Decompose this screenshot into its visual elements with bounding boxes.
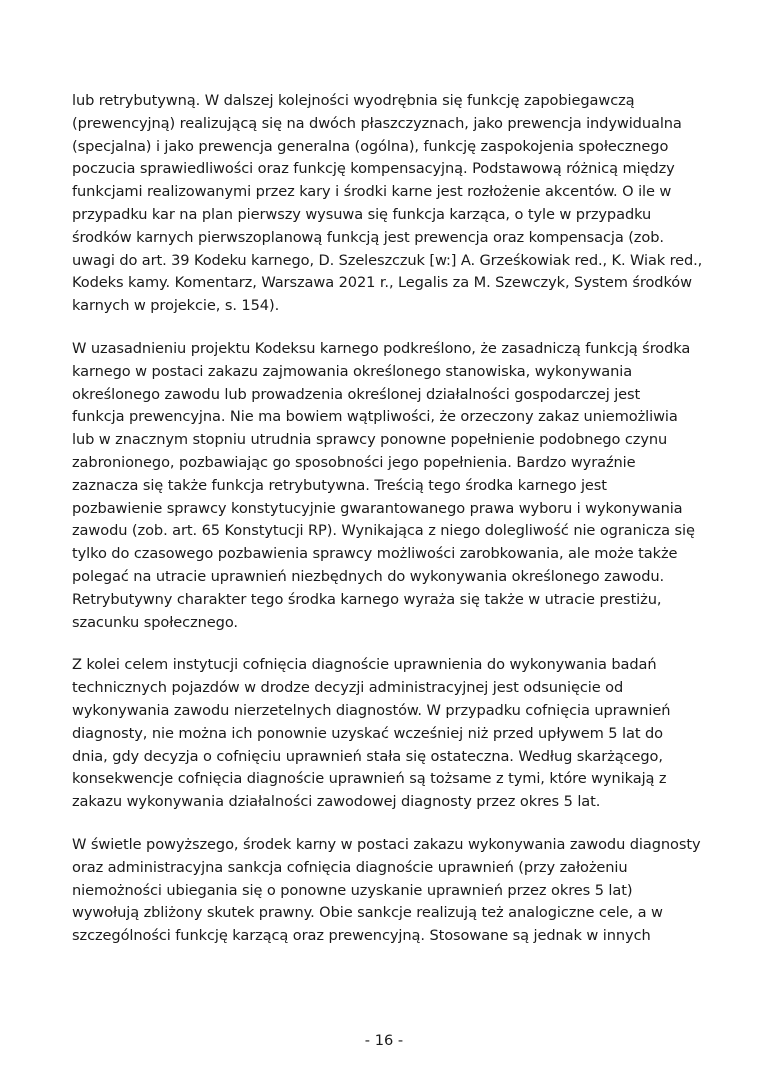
text-line: karnego w postaci zakazu zajmowania określonego stanowiska, wykonywania (72, 362, 633, 380)
text-line: Kodeks kamy. Komentarz, Warszawa 2021 r., Legalis za M. Szewczyk, System środków (72, 274, 692, 292)
text-line: przypadku kar na plan pierwszy wysuwa się funkcja karząca, o tyle w przypadku (72, 205, 652, 223)
text-line: funkcjami realizowanymi przez kary i środki karne jest rozłożenie akcentów. O ile w (72, 183, 672, 201)
text-line: wykonywania zawodu nierzetelnych diagnostów. W przypadku cofnięcia uprawnień (72, 701, 671, 719)
text-line: lub w znacznym stopniu utrudnia sprawcy ponowne popełnienie podobnego czynu (72, 431, 668, 449)
text-line: Z kolei celem instytucji cofnięcia diagnoście uprawnienia do wykonywania badań (72, 656, 657, 674)
text-line: oraz administracyjna sankcja cofnięcia diagnoście uprawnień (przy założeniu (72, 858, 628, 876)
text-line: wywołują zbliżony skutek prawny. Obie sankcje realizują też analogiczne cele, a w (72, 904, 663, 922)
text-line: diagnosty, nie można ich ponownie uzyskać wcześniej niż przed upływem 5 lat do (72, 724, 663, 742)
text-line: szacunku społecznego. (72, 613, 238, 631)
paragraph-1 (72, 90, 702, 318)
text-line: zakazu wykonywania działalności zawodowej diagnosty przez okres 5 lat. (72, 793, 601, 811)
text-line: zaznacza się także funkcja retrybutywna. Treścią tego środka karnego jest (72, 476, 607, 494)
text-line: pozbawienie sprawcy konstytucyjnie gwarantowanego prawa wyboru i wykonywania (72, 499, 683, 517)
text-line: zawodu (zob. art. 65 Konstytucji RP). Wynikająca z niego dolegliwość nie ogranicza się (72, 522, 695, 540)
text-line: (specjalna) i jako prewencja generalna (ogólna), funkcję zaspokojenia społecznego (72, 137, 669, 155)
text-line: Retrybutywny charakter tego środka karnego wyraża się także w utracie prestiżu, (72, 590, 662, 608)
paragraph-3 (72, 654, 702, 814)
text-line: lub retrybutywną. W dalszej kolejności wyodrębnia się funkcję zapobiegawczą (72, 92, 635, 109)
page-number: - 16 - (364, 1032, 404, 1049)
text-line: (prewencyjną) realizującą się na dwóch płaszczyznach, jako prewencja indywidualna (72, 114, 682, 132)
text-line: określonego zawodu lub prowadzenia określonej działalności gospodarczej jest (72, 385, 641, 403)
text-line: W świetle powyższego, środek karny w postaci zakazu wykonywania zawodu diagnosty (72, 835, 701, 853)
paragraph-4 (72, 834, 702, 948)
text-line: niemożności ubiegania się o ponowne uzyskanie uprawnień przez okres 5 lat) (72, 881, 633, 899)
text-line: szczególności funkcję karzącą oraz prewencyjną. Stosowane są jednak w innych (72, 927, 651, 945)
document-body (72, 90, 702, 968)
text-line: technicznych pojazdów w drodze decyzji administracyjnej jest odsunięcie od (72, 679, 624, 697)
text-line: karnych w projekcie, s. 154). (72, 297, 280, 315)
text-line: poczucia sprawiedliwości oraz funkcję kompensacyjną. Podstawową różnicą między (72, 160, 675, 178)
text-line: uwagi do art. 39 Kodeku karnego, D. Szeleszczuk [w:] A. Grześkowiak red., K. Wiak red., (72, 251, 703, 269)
text-line: zabronionego, pozbawiając go sposobności jego popełnienia. Bardzo wyraźnie (72, 453, 636, 471)
text-line: W uzasadnieniu projektu Kodeksu karnego podkreślono, że zasadniczą funkcją środka (72, 339, 691, 357)
text-line: polegać na utracie uprawnień niezbędnych do wykonywania określonego zawodu. (72, 567, 665, 585)
text-line: konsekwencje cofnięcia diagnoście uprawnień są tożsame z tymi, które wynikają z (72, 770, 667, 788)
text-line: dnia, gdy decyzja o cofnięciu uprawnień stała się ostateczna. Według skarżącego, (72, 747, 663, 765)
text-line: tylko do czasowego pozbawienia sprawcy możliwości zarobkowania, ale może także (72, 545, 678, 563)
text-line: środków karnych pierwszoplanową funkcją jest prewencja oraz kompensacja (zob. (72, 228, 664, 246)
paragraph-2 (72, 338, 702, 634)
text-line: funkcja prewencyjna. Nie ma bowiem wątpliwości, że orzeczony zakaz uniemożliwia (72, 408, 678, 426)
